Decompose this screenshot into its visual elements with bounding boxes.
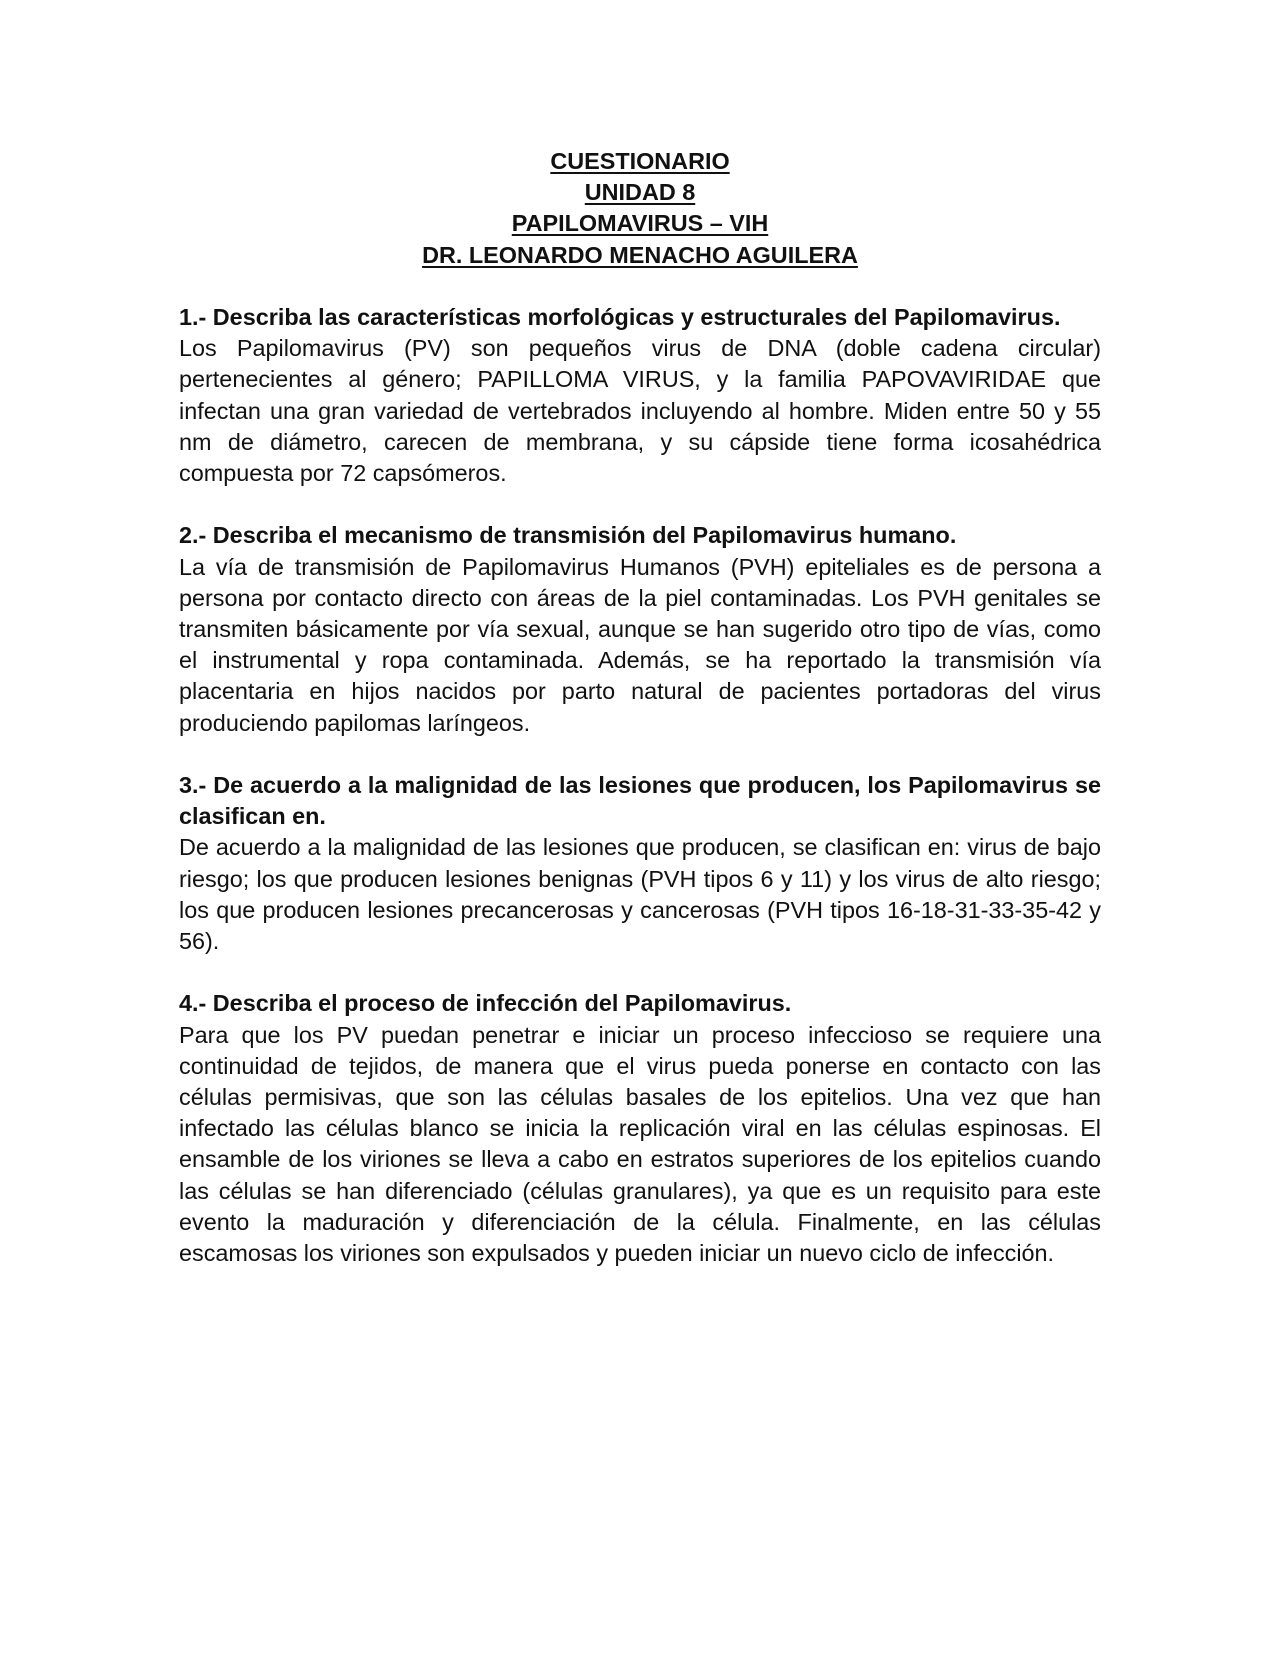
question-answer: Para que los PV puedan penetrar e iniciar un proceso infeccioso se requiere una continuidad de tejidos, de manera que el virus pueda ponerse en contacto con las células permisivas, que son las células basales de los epitelios. Una vez que han infectado las células blanco se inicia la replicación viral en las células espinosas. El ensamble de los viriones se lleva a cabo en estratos superiores de los epitelios cuando las células se han diferenciado (células granulares), ya que es un requisito para este evento la maduración y diferenciación de la célula. Finalmente, en las células escamosas los viriones son expulsados y pueden iniciar un nuevo ciclo de infección. [179, 1021, 1101, 1267]
question-answer: De acuerdo a la malignidad de las lesiones que producen, se clasifican en: virus de bajo riesgo; los que producen lesiones benignas (PVH tipos 6 y 11) y los virus de alto riesgo; los que producen lesiones precancerosas y cancerosas (PVH tipos 16-18-31-33-35-42 y 56). [179, 834, 1101, 955]
question-heading: 2.- Describa el mecanismo de transmisión del Papilomavirus humano. [179, 522, 957, 549]
document-page [179, 146, 1101, 1300]
title-line-author: DR. LEONARDO MENACHO AGUILERA [422, 241, 858, 268]
title-line-topic: PAPILOMAVIRUS – VIH [511, 210, 769, 237]
question-heading: 4.- Describa el proceso de infección del Papilomavirus. [179, 990, 792, 1017]
document-title-block [179, 146, 1101, 271]
title-line-cuestionario: CUESTIONARIO [550, 148, 730, 174]
question-answer: La vía de transmisión de Papilomavirus Humanos (PVH) epiteliales es de persona a persona por contacto directo con áreas de la piel contaminadas. Los PVH genitales se transmiten básicamente por vía sexual, aunque se han sugerido otro tipo de vías, como el instrumental y ropa contaminada. Además, se ha reportado la transmisión vía placentaria en hijos nacidos por parto natural de pacientes portadoras del virus produciendo papilomas laríngeos. [179, 553, 1101, 736]
question-answer: Los Papilomavirus (PV) son pequeños virus de DNA (doble cadena circular) pertenecientes al género; PAPILLOMA VIRUS, y la familia PAPOVAVIRIDAE que infectan una gran variedad de vertebrados incluyendo al hombre. Miden entre 50 y 55 nm de diámetro, carecen de membrana, y su cápside tiene forma icosahédrica compuesta por 72 capsómeros. [179, 335, 1101, 487]
question-4 [179, 988, 1101, 1269]
question-3 [179, 770, 1101, 957]
question-heading: 1.- Describa las características morfológicas y estructurales del Papilomavirus. [179, 304, 1061, 330]
title-line-unit: UNIDAD 8 [584, 179, 696, 206]
question-2 [179, 520, 1101, 738]
question-1 [179, 302, 1101, 489]
question-heading: 3.- De acuerdo a la malignidad de las lesiones que producen, los Papilomavirus se clasifican en. [179, 772, 1101, 830]
